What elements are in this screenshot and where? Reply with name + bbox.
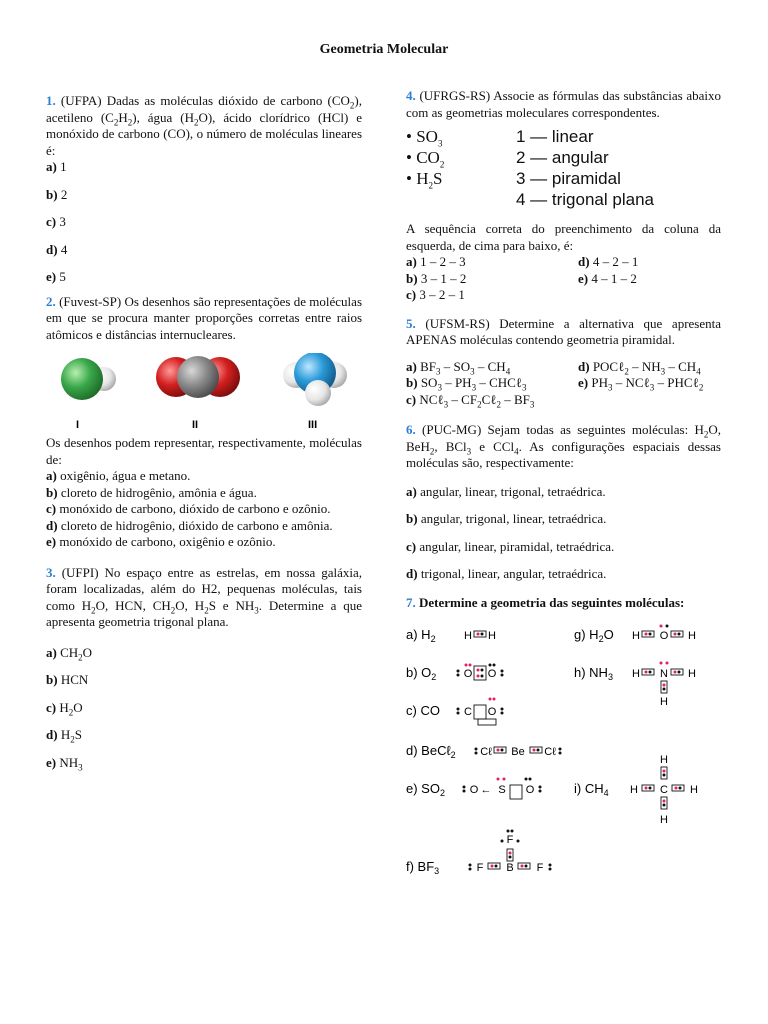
- option-a: a) angular, linear, trigonal, tetraédrica.: [406, 483, 606, 499]
- model-label: III: [308, 419, 318, 431]
- option-e: e) $NH_3$: [46, 754, 83, 773]
- electron-dot: [501, 712, 504, 715]
- geometry-item: 4 — trigonal plana: [516, 190, 654, 209]
- electron-dot: [663, 688, 666, 691]
- question-2: 2. (Fuvest-SP) Os desenhos são representações de moléculas em que se procura manter proporções corretas entre raios atômicos e distâncias internucleares. I II III Os desenhos podem representar, respectivamente, moléculas de: a) oxigênio, água e metano. b) cloreto de hidrogênio, amônia e água. c) monóxido de carbono, dióxido de carbono e ozônio. d) cloreto de hidrogênio, dióxido de carbono e amônia. e) monóxido de carbono, oxigênio e ozônio.: [46, 293, 363, 549]
- bond-box: [642, 669, 654, 675]
- electron-dot: [491, 865, 494, 868]
- space-filling-models-image: [46, 353, 362, 435]
- atom-symbol: Cℓ: [544, 746, 556, 758]
- electron-dot: [465, 664, 468, 667]
- lewis-diagrams: [406, 621, 736, 891]
- question-3: 3. (UFPI) No espaço entre as estrelas, em nossa galáxia, foram localizadas, além do H2, pequenas moléculas, tais como $H_2O$, HCN, $CH_2O$, $H_2S$ e $NH_3$. Determine a que apresenta geometria trigonal plana. a) $CH_2O$ b) HCN c) $H_2O$ d) $H_2S$ e) $NH_3$: [46, 564, 363, 773]
- electron-dot: [645, 671, 648, 674]
- atom-symbol: Be: [511, 746, 525, 758]
- question-number: 6.: [406, 422, 416, 437]
- electron-dot: [469, 868, 472, 871]
- geometry-item: 1 — linear: [516, 127, 594, 146]
- svg-text:b) O2: b) $O_2$: [406, 665, 437, 682]
- atom-symbol: H: [660, 814, 668, 826]
- electron-dot: [674, 671, 677, 674]
- electron-dot: [645, 787, 648, 790]
- option-c: c) angular, linear, piramidal, tetraédrica.: [406, 538, 615, 554]
- question-6: 6. (PUC-MG) Sejam todas as seguintes moléculas: $H_2O$, BeH$_2$, BCl$_3$ e CCl$_4$. As configurações espaciais dessas moléculas são, respectivamente: a) angular, linear, trigonal, tetraédrica. b) angular, trigonal, linear, tetraédrica. c) angular, linear, piramidal, tetraédrica. d) trigonal, linear, angular, tetraédrica.: [406, 422, 722, 581]
- question-number: 1.: [46, 93, 56, 108]
- atom-symbol: F: [476, 862, 484, 874]
- svg-text:c) CO: c) CO: [406, 703, 440, 718]
- bond-box: [642, 631, 654, 637]
- atom-symbol: S: [498, 784, 506, 796]
- atom-symbol: H: [464, 630, 472, 642]
- atom-symbol: H: [690, 784, 698, 796]
- atom-symbol: H: [632, 630, 640, 642]
- svg-text:e) SO2: e) $SO_2$: [406, 781, 445, 798]
- carbon-atom: [177, 356, 219, 398]
- electron-dot: [495, 865, 498, 868]
- electron-dot: [525, 865, 528, 868]
- electron-dot: [539, 790, 542, 793]
- electron-dot: [649, 671, 652, 674]
- electron-dot: [559, 748, 562, 751]
- bond-box: [661, 767, 667, 779]
- electron-dot: [457, 674, 460, 677]
- electron-dot: [501, 708, 504, 711]
- atom-symbol: O: [487, 706, 497, 718]
- atom-symbol: H: [630, 784, 638, 796]
- option-b: b) HCN: [46, 672, 89, 687]
- electron-dot: [501, 749, 504, 752]
- option-c: c) monóxido de carbono, dióxido de carbono e ozônio.: [46, 501, 331, 516]
- electron-dot: [678, 633, 681, 636]
- atom-symbol: H: [488, 630, 496, 642]
- molecule-models: [46, 353, 362, 435]
- electron-dot: [666, 662, 669, 665]
- question-number: 2.: [46, 293, 56, 309]
- svg-text:i) CH4: i) $CH_4$: [574, 781, 609, 798]
- electron-dot: [675, 787, 678, 790]
- option-e: e) 5: [46, 269, 66, 284]
- electron-dot: [663, 800, 666, 803]
- lewis-structures: [406, 621, 736, 891]
- association-table: [406, 127, 721, 209]
- atom-symbol: ←: [480, 784, 492, 796]
- electron-dot: [477, 669, 480, 672]
- chlorine-atom: [61, 358, 103, 400]
- question-5: 5. (UFSM-RS) Determine a alternativa que apresenta APENAS moléculas contendo geometria piramidal. a) $BF_3 - SO_3 - CH_4$ d) POCℓ$_2$ – $NH_3 - CH_4$ b) $SO_3 - PH_3$ – CHCℓ$_3$ e) $PH_3$ – NCℓ$_3$ – PHCℓ$_2$ c) NCℓ$_3$ – $CF_2C\ell_2 - BF_3$: [406, 316, 721, 409]
- option-b: b) 3 – 1 – 2: [406, 270, 467, 286]
- electron-dot: [645, 633, 648, 636]
- atom-symbol: H: [688, 668, 696, 680]
- atom-symbol: C: [464, 706, 472, 718]
- electron-dot: [549, 864, 552, 867]
- electron-dot: [475, 748, 478, 751]
- bond-box: [474, 631, 486, 637]
- electron-dot: [497, 778, 500, 781]
- page-title: Geometria Molecular: [319, 42, 449, 57]
- electron-dot: [501, 674, 504, 677]
- atom-symbol: H: [660, 696, 668, 708]
- electron-dot: [649, 633, 652, 636]
- option-e: e) 4 – 1 – 2: [578, 270, 637, 286]
- electron-dot: [503, 778, 506, 781]
- formula-item: • $H_2S$: [406, 169, 443, 191]
- electron-dot: [477, 633, 480, 636]
- option-a: a) oxigênio, água e metano.: [46, 468, 191, 483]
- geometry-item: 3 — piramidal: [516, 169, 621, 188]
- atom-symbol: C: [660, 784, 668, 796]
- atom-symbol: O: [469, 784, 479, 796]
- question-number: 5.: [406, 315, 416, 331]
- electron-dot: [511, 830, 514, 833]
- electron-dot: [477, 675, 480, 678]
- electron-dot: [660, 662, 663, 665]
- option-a: a) $CH_2O$: [46, 644, 93, 663]
- question-7: 7. Determine a geometria das seguintes moléculas: a) $H_2$ g) $H_2O$ b) $O_2$ h) $NH_3$ c) CO d) BeCℓ$_2$ e) $SO_2$ i) $CH_4$ f) $BF_3$ H H H O H O O H N H H C O Cℓ Be Cℓ O ← S O H C H H H F B F F: [406, 595, 721, 892]
- electron-dot: [481, 675, 484, 678]
- electron-dot: [509, 852, 512, 855]
- electron-dot: [521, 865, 524, 868]
- options-grid: [406, 359, 721, 409]
- electron-dot: [469, 864, 472, 867]
- atom-symbol: O: [659, 630, 669, 642]
- electron-dot: [660, 625, 663, 628]
- electron-dot: [493, 664, 496, 667]
- option-c: c) $H_2O$: [46, 699, 83, 718]
- bond-box: [510, 785, 522, 799]
- left-column: [46, 93, 362, 771]
- option-d: d) POCℓ$_2$ – $NH_3 - CH_4$: [578, 358, 701, 377]
- question-number: 4.: [406, 88, 416, 103]
- bond-box: [488, 863, 500, 869]
- electron-dot: [666, 625, 669, 628]
- atom-symbol: Cℓ: [480, 746, 492, 758]
- bond-box: [474, 705, 486, 719]
- electron-dot: [507, 830, 510, 833]
- electron-dot: [525, 778, 528, 781]
- electron-dot: [663, 770, 666, 773]
- bond-box: [671, 669, 683, 675]
- electron-dot: [457, 670, 460, 673]
- electron-dot: [537, 749, 540, 752]
- option-c: c) NCℓ$_3$ – $CF_2C\ell_2 - BF_3$: [406, 391, 535, 410]
- electron-dot: [679, 787, 682, 790]
- option-b: b) angular, trigonal, linear, tetraédrica.: [406, 511, 607, 526]
- atom-symbol: O: [487, 668, 497, 680]
- question-4: 4. (UFRGS-RS) Associe as fórmulas das substâncias abaixo com as geometrias moleculares correspondentes. • $SO_3$ • $CO_2$ • $H_2S$ 1 — linear 2 — angular 3 — piramidal 4 — trigonal plana A sequência correta do preenchimento da coluna da esquerda, de cima para baixo, é: a) 1 – 2 – 3 d) 4 – 2 – 1 b) 3 – 1 – 2 e) 4 – 1 – 2 c) 3 – 2 – 1: [406, 88, 721, 304]
- electron-dot: [533, 749, 536, 752]
- atom-symbol: F: [506, 834, 514, 846]
- bond-box: [642, 785, 654, 791]
- option-e: e) monóxido de carbono, oxigênio e ozônio.: [46, 534, 276, 549]
- atom-symbol: F: [536, 862, 544, 874]
- bond-box: [518, 863, 530, 869]
- electron-dot: [549, 868, 552, 871]
- electron-dot: [463, 790, 466, 793]
- svg-text:f) BF3: f) $BF_3$: [406, 859, 440, 876]
- atom-symbol: O: [525, 784, 535, 796]
- electron-dot: [457, 708, 460, 711]
- svg-text:a) H2: a) $H_2$: [406, 627, 436, 644]
- electron-dot: [489, 698, 492, 701]
- question-number: 7.: [406, 594, 416, 610]
- option-e: e) $PH_3$ – NCℓ$_3$ – PHCℓ$_2$: [578, 375, 704, 393]
- electron-dot: [489, 664, 492, 667]
- atom-symbol: O: [463, 668, 473, 680]
- electron-dot: [501, 670, 504, 673]
- electron-dot: [481, 633, 484, 636]
- electron-dot: [469, 664, 472, 667]
- bond-box: [661, 681, 667, 693]
- electron-dot: [475, 752, 478, 755]
- electron-dot: [529, 778, 532, 781]
- option-d: d) cloreto de hidrogênio, dióxido de carbono e amônia.: [46, 517, 333, 533]
- electron-dot: [463, 786, 466, 789]
- svg-text:h) NH3: h) $NH_3$: [574, 665, 613, 682]
- bond-box: [474, 666, 486, 680]
- options-grid: [406, 254, 721, 304]
- option-d: d) 4: [46, 241, 68, 257]
- option-a: a) 1: [46, 159, 67, 174]
- electron-dot: [539, 786, 542, 789]
- electron-dot: [663, 684, 666, 687]
- formula-item: • $SO_3$: [406, 127, 443, 149]
- electron-dot: [501, 840, 504, 843]
- model-label: II: [192, 419, 199, 431]
- electron-dot: [517, 840, 520, 843]
- svg-text:d) BeCℓ2: d) BeCℓ$_2$: [406, 743, 456, 760]
- atom-symbol: B: [506, 862, 514, 874]
- electron-dot: [674, 633, 677, 636]
- bond-box: [672, 785, 684, 791]
- question-1: 1. (UFPA) Dadas as moléculas dióxido de carbono $(CO_2)$, acetileno $(C_2H_2)$, água $(H_2O)$, ácido clorídrico (HCl) e monóxido de carbono (CO), o número de moléculas lineares é: a) 1 b) 2 c) 3 d) 4 e) 5: [46, 93, 362, 284]
- electron-dot: [509, 856, 512, 859]
- option-c: c) 3: [46, 214, 66, 229]
- electron-dot: [497, 749, 500, 752]
- geometry-item: 2 — angular: [516, 148, 609, 167]
- atom-symbol: N: [660, 668, 668, 680]
- atom-symbol: H: [660, 754, 668, 766]
- electron-dot: [493, 698, 496, 701]
- bond-box: [507, 849, 513, 861]
- option-b: b) cloreto de hidrogênio, amônia e água.: [46, 484, 257, 500]
- option-d: d) trigonal, linear, angular, tetraédrica.: [406, 566, 607, 581]
- option-a: a) $BF_3 - SO_3 - CH_4$: [406, 358, 511, 377]
- option-b: b) 2: [46, 186, 68, 202]
- right-column: [406, 88, 721, 891]
- option-d: d) $H_2S$: [46, 727, 82, 745]
- bond-box: [494, 747, 506, 753]
- question-number: 3.: [46, 564, 56, 580]
- model-label: I: [76, 419, 80, 431]
- electron-dot: [663, 774, 666, 777]
- hydrogen-atom: [305, 380, 331, 406]
- atom-symbol: H: [632, 668, 640, 680]
- option-b: b) $SO_3 - PH_3$ – CHCℓ$_3$: [406, 375, 527, 393]
- svg-text:g) H2O: g) $H_2O$: [574, 627, 614, 644]
- bond-box: [661, 797, 667, 809]
- formula-item: • $CO_2$: [406, 148, 445, 170]
- atom-symbol: H: [688, 630, 696, 642]
- electron-dot: [559, 752, 562, 755]
- bond-box: [671, 631, 683, 637]
- bond-box: [530, 747, 542, 753]
- option-d: d) 4 – 2 – 1: [578, 254, 639, 269]
- electron-dot: [678, 671, 681, 674]
- option-c: c) 3 – 2 – 1: [406, 287, 465, 302]
- electron-dot: [649, 787, 652, 790]
- electron-dot: [663, 804, 666, 807]
- electron-dot: [481, 669, 484, 672]
- option-a: a) 1 – 2 – 3: [406, 254, 466, 269]
- electron-dot: [457, 712, 460, 715]
- bond-box: [478, 719, 496, 725]
